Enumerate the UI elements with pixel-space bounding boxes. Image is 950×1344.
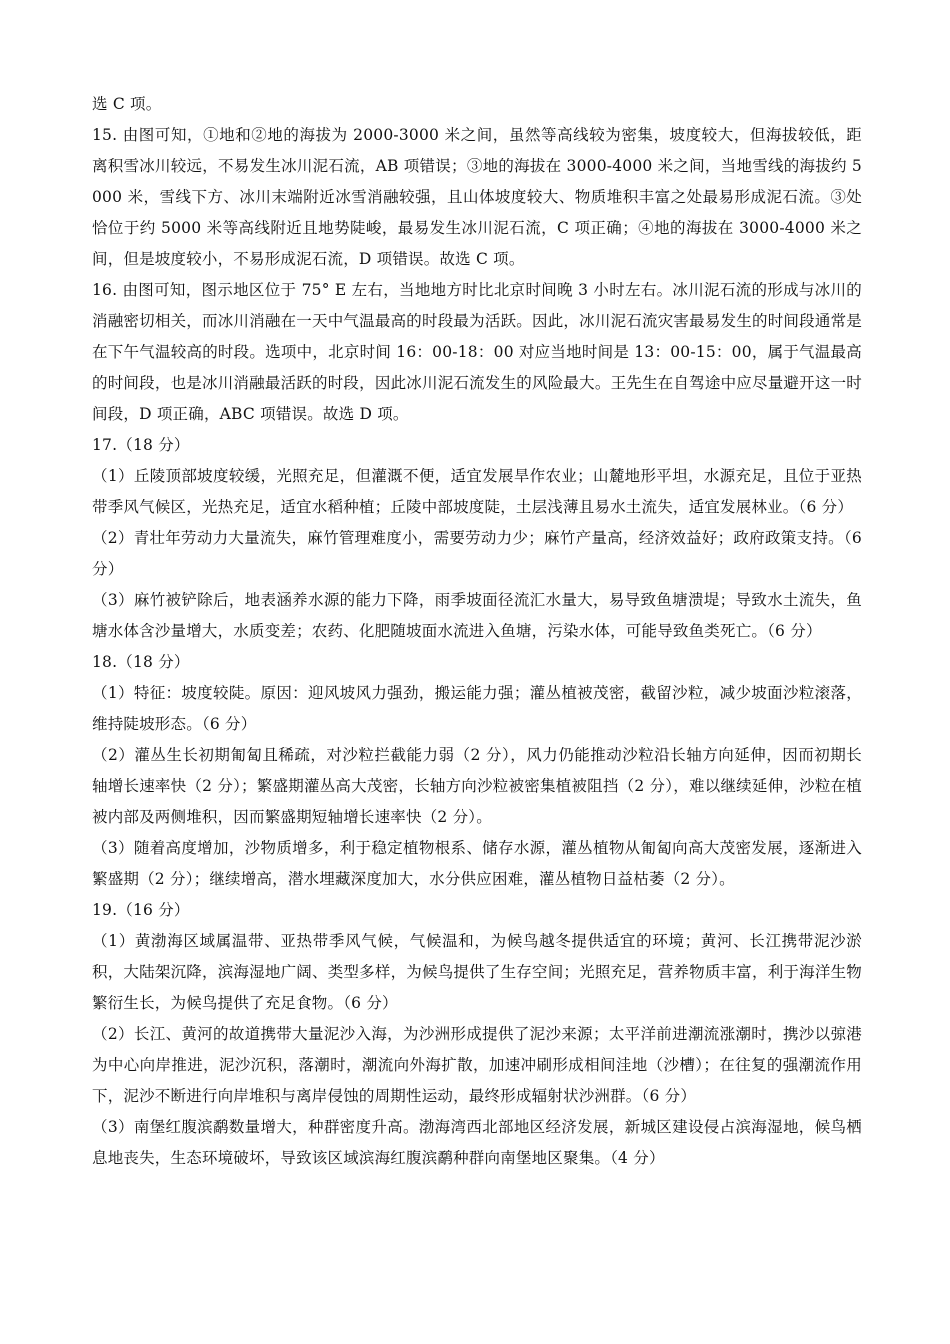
answer-19-part-2: （2）长江、黄河的故道携带大量泥沙入海，为沙洲形成提供了泥沙来源；太平洋前进潮流涨潮时，携沙以弶港为中心向岸推进，泥沙沉积，落潮时，潮流向外海扩散，加速冲刷形成相间洼地（沙槽）；在往复的强潮流作用下，泥沙不断进行向岸堆积与离岸侵蚀的周期性运动，最终形成辐射状沙洲群。（6 分） bbox=[92, 1025, 862, 1105]
question-17-heading: 17.（18 分） bbox=[92, 436, 190, 454]
answer-document bbox=[92, 89, 862, 1174]
answer-18-part-3: （3）随着高度增加，沙物质增多，利于稳定植物根系、储存水源，灌丛植物从匍匐向高大茂密发展，逐渐进入繁盛期（2 分）；继续增高，潜水埋藏深度加大，水分供应困难，灌丛植物日益枯萎（2 分）。 bbox=[92, 839, 862, 888]
answer-19-part-3: （3）南堡红腹滨鹬数量增大，种群密度升高。渤海湾西北部地区经济发展，新城区建设侵占滨海湿地，候鸟栖息地丧失，生态环境破坏，导致该区域滨海红腹滨鹬种群向南堡地区聚集。（4 分） bbox=[92, 1118, 862, 1167]
answer-16: 16. 由图可知，图示地区位于 75° E 左右，当地地方时比北京时间晚 3 小时左右。冰川泥石流的形成与冰川的消融密切相关，而冰川消融在一天中气温最高的时段最为活跃。因此，冰川泥石流灾害最易发生的时间段通常是在下午气温较高的时段。选项中，北京时间 16：00-18：00 对应当地时间是 13：00-15：00，属于气温最高的时间段，也是冰川消融最活跃的时段，因此冰川泥石流发生的风险最大。王先生在自驾途中应尽量避开这一时间段，D 项正确，ABC 项错误。故选 D 项。 bbox=[92, 281, 862, 423]
question-18-heading: 18.（18 分） bbox=[92, 653, 190, 671]
question-19-heading: 19.（16 分） bbox=[92, 901, 190, 919]
answer-17-part-2: （2）青壮年劳动力大量流失，麻竹管理难度小，需要劳动力少；麻竹产量高，经济效益好；政府政策支持。（6 分） bbox=[92, 529, 862, 578]
answer-15: 15. 由图可知，①地和②地的海拔为 2000-3000 米之间，虽然等高线较为密集，坡度较大，但海拔较低，距离积雪冰川较远，不易发生冰川泥石流，AB 项错误；③地的海拔在 3000-4000 米之间，当地雪线的海拔约 5000 米，雪线下方、冰川末端附近冰雪消融较强，且山体坡度较大、物质堆积丰富之处最易形成泥石流。③处恰位于约 5000 米等高线附近且地势陡峻，最易发生冰川泥石流，C 项正确；④地的海拔在 3000-4000 米之间，但是坡度较小，不易形成泥石流，D 项错误。故选 C 项。 bbox=[92, 126, 862, 268]
answer-17-part-1: （1）丘陵顶部坡度较缓，光照充足，但灌溉不便，适宜发展旱作农业；山麓地形平坦，水源充足，且位于亚热带季风气候区，光热充足，适宜水稻种植；丘陵中部坡度陡，土层浅薄且易水土流失，适宜发展林业。（6 分） bbox=[92, 467, 862, 516]
answer-19-part-1: （1）黄渤海区域属温带、亚热带季风气候，气候温和，为候鸟越冬提供适宜的环境；黄河、长江携带泥沙淤积，大陆架沉降，滨海湿地广阔、类型多样，为候鸟提供了生存空间；光照充足，营养物质丰富，利于海洋生物繁衍生长，为候鸟提供了充足食物。（6 分） bbox=[92, 932, 862, 1012]
answer-17-part-3: （3）麻竹被铲除后，地表涵养水源的能力下降，雨季坡面径流汇水量大，易导致鱼塘溃堤；导致水土流失，鱼塘水体含沙量增大，水质变差；农药、化肥随坡面水流进入鱼塘，污染水体，可能导致鱼类死亡。（6 分） bbox=[92, 591, 862, 640]
answer-18-part-2: （2）灌丛生长初期匍匐且稀疏，对沙粒拦截能力弱（2 分），风力仍能推动沙粒沿长轴方向延伸，因而初期长轴增长速率快（2 分）；繁盛期灌丛高大茂密，长轴方向沙粒被密集植被阻挡（2 分），难以继续延伸，沙粒在植被内部及两侧堆积，因而繁盛期短轴增长速率快（2 分）。 bbox=[92, 746, 862, 826]
answer-18-part-1: （1）特征：坡度较陡。原因：迎风坡风力强劲，搬运能力强；灌丛植被茂密，截留沙粒，减少坡面沙粒滚落，维持陡坡形态。（6 分） bbox=[92, 684, 862, 733]
answer-14-ending: 选 C 项。 bbox=[92, 95, 162, 113]
